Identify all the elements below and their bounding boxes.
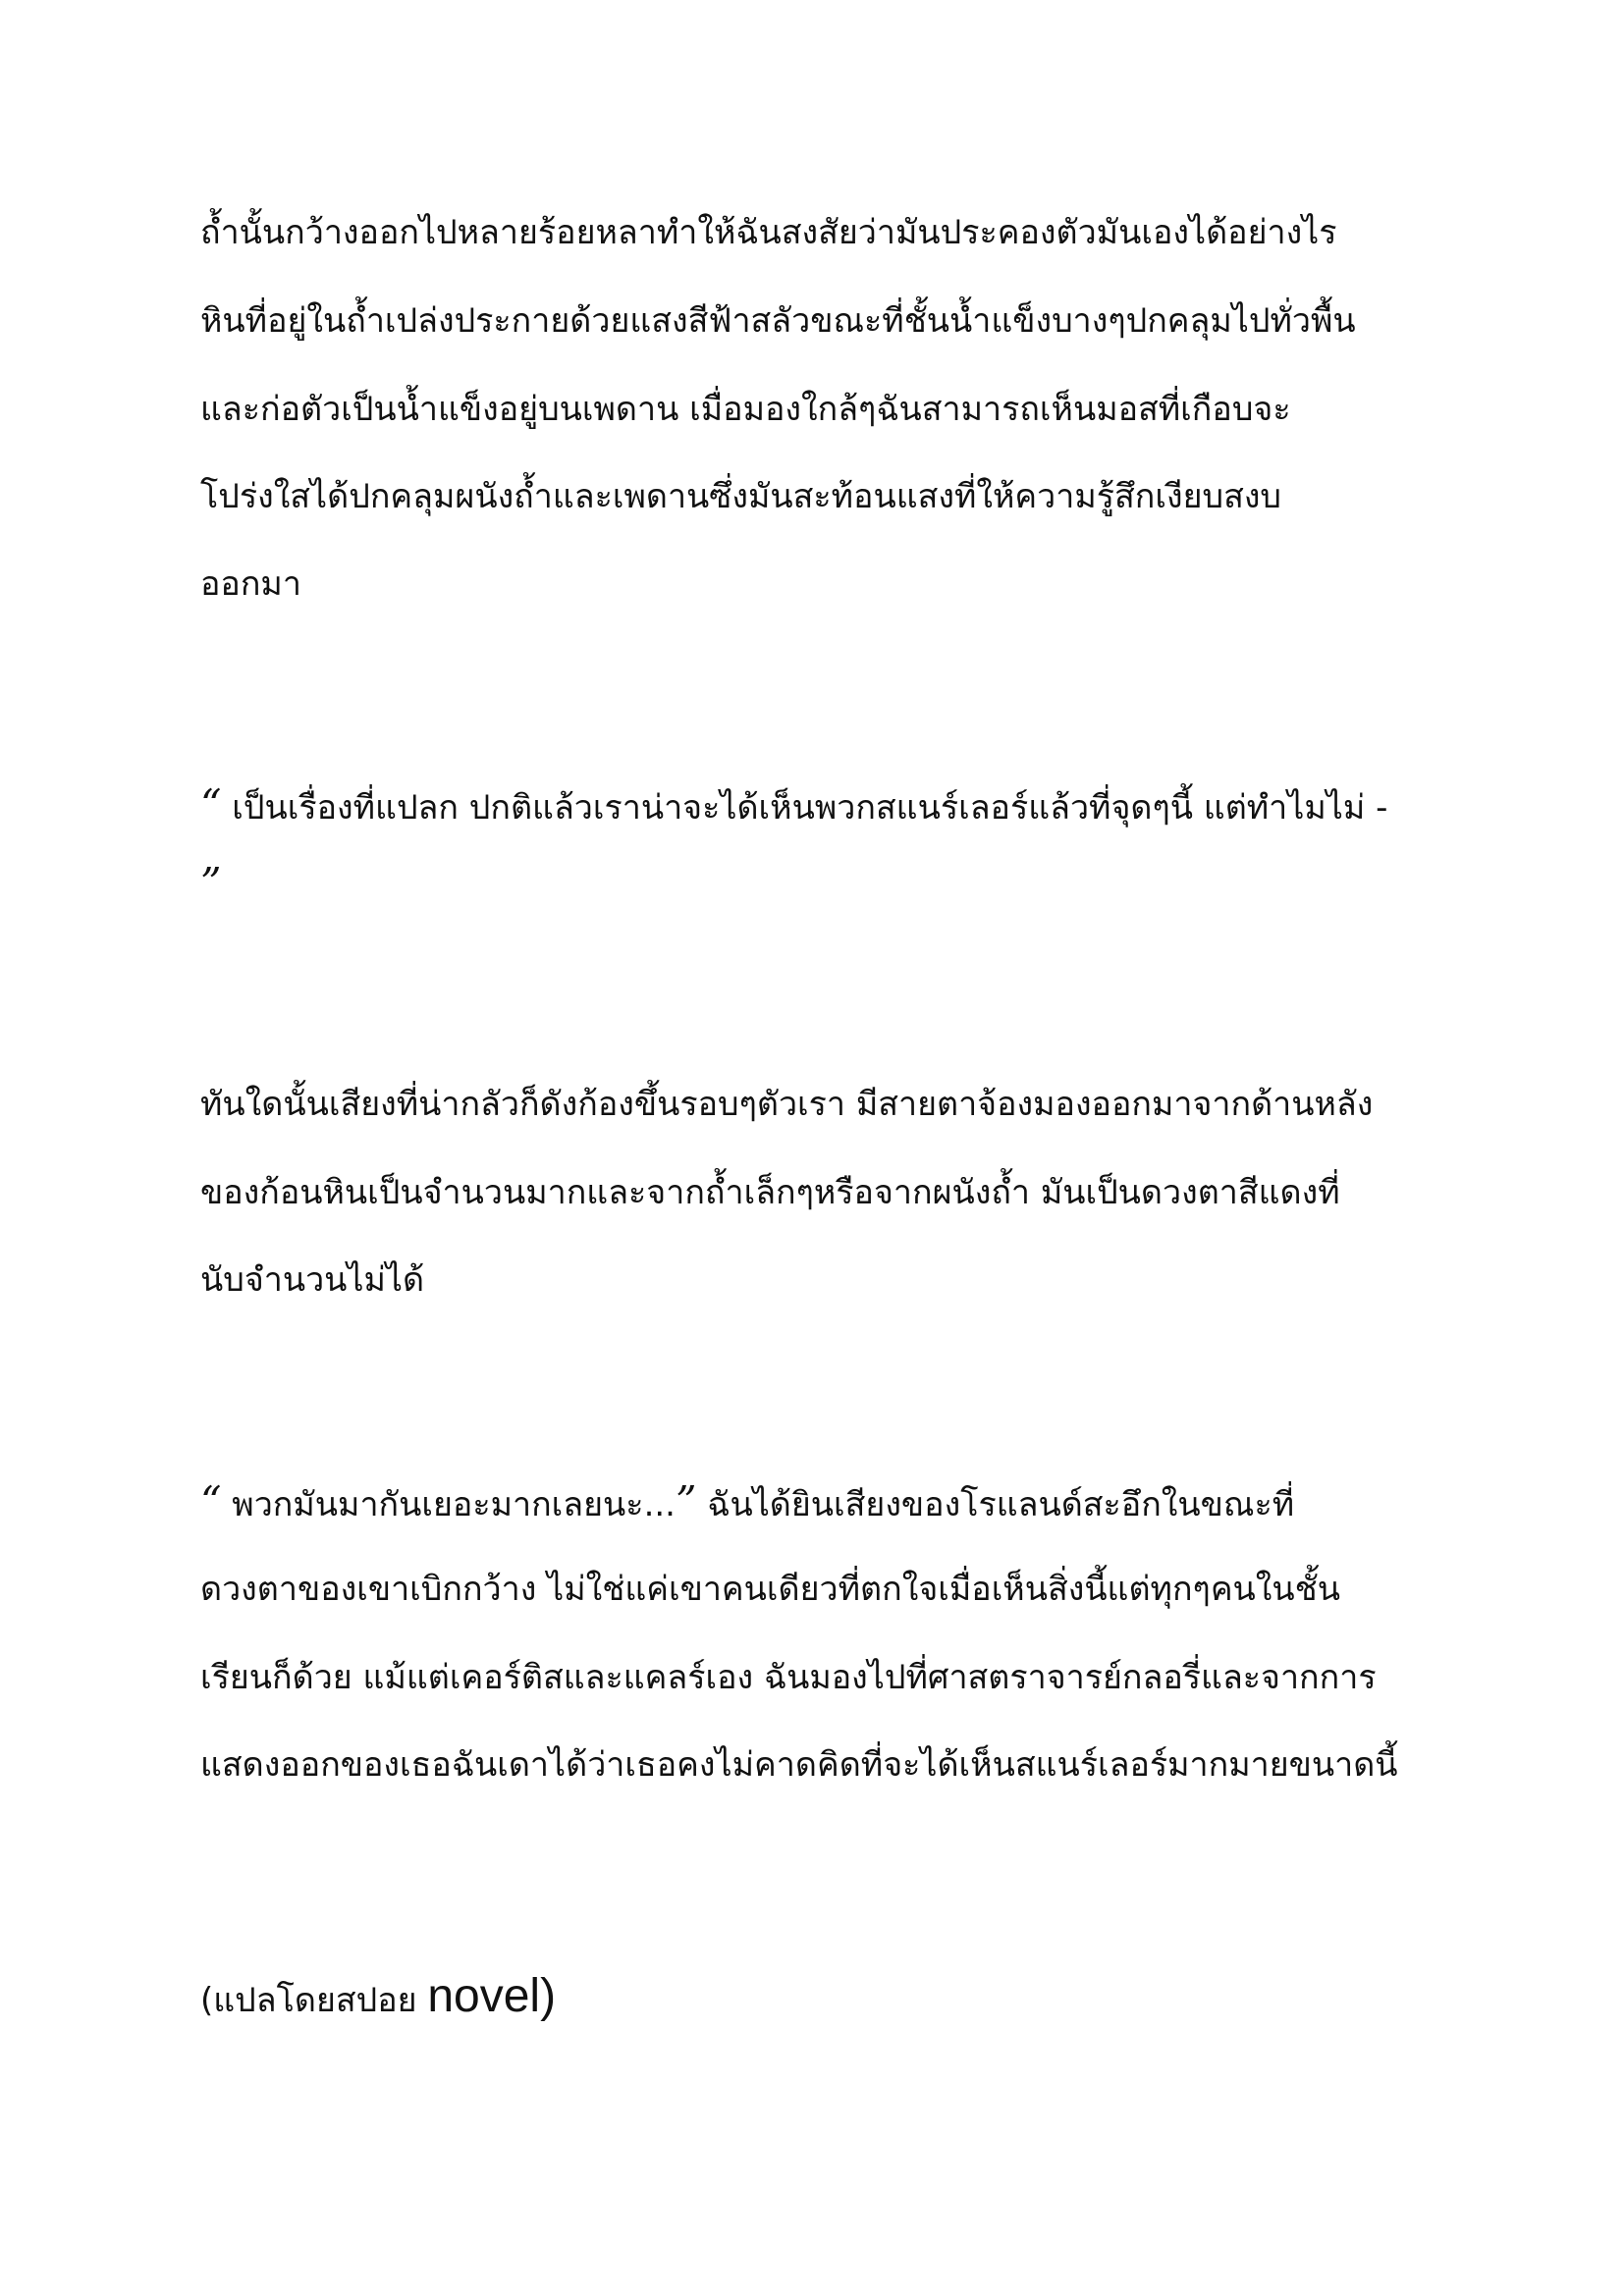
open-quote: “ — [200, 1477, 222, 1525]
dialogue-2-speech: พวกมันมากันเยอะมากเลยนะ... — [221, 1485, 676, 1524]
paragraph-3-line-3: นับจำนวนไม่ได้ — [200, 1260, 425, 1300]
close-quote: ” — [200, 859, 222, 907]
paragraph-4-line-4: แสดงออกของเธอฉันเดาได้ว่าเธอคงไม่คาดคิดที่จะได้เห็นสแนร์เลอร์มากมายขนาดนี้ — [200, 1745, 1398, 1785]
dialogue-2-line-1 — [200, 1477, 1294, 1526]
paragraph-1-line-5: ออกมา — [200, 564, 301, 604]
paragraph-3-line-2: ของก้อนหินเป็นจำนวนมากและจากถ้ำเล็กๆหรือจากผนังถ้ำ มันเป็นดวงตาสีแดงที่ — [200, 1173, 1340, 1212]
dialogue-2-narration: ฉันได้ยินเสียงของโรแลนด์สะอึกในขณะที่ — [696, 1485, 1295, 1524]
dialogue-1-line-1 — [200, 780, 1387, 829]
paragraph-4-line-2: ดวงตาของเขาเบิกกว้าง ไม่ใช่แค่เขาคนเดียวที่ตกใจเมื่อเห็นสิ่งนี้แต่ทุกๆคนในชั้น — [200, 1570, 1340, 1609]
paragraph-1-line-4: โปร่งใสได้ปกคลุมผนังถ้ำและเพดานซึ่งมันสะท้อนแสงที่ให้ความรู้สึกเงียบสงบ — [200, 477, 1282, 516]
paragraph-1-line-3: และก่อตัวเป็นน้ำแข็งอยู่บนเพดาน เมื่อมองใกล้ๆฉันสามารถเห็นมอสที่เกือบจะ — [200, 390, 1291, 429]
paragraph-3-line-1: ทันใดนั้นเสียงที่น่ากลัวก็ดังก้องขึ้นรอบๆตัวเรา มีสายตาจ้องมองออกมาจากด้านหลัง — [200, 1085, 1374, 1124]
open-quote: “ — [200, 780, 222, 828]
translator-credit — [200, 1967, 556, 2026]
close-quote: ” — [676, 1477, 697, 1525]
paragraph-4-line-3: เรียนก็ด้วย แม้แต่เคอร์ติสและแคลร์เอง ฉันมองไปที่ศาสตราจารย์กลอรี่และจากการ — [200, 1658, 1377, 1697]
credit-latin: novel — [427, 1970, 541, 2022]
credit-suffix: ) — [540, 1970, 557, 2022]
paragraph-1-line-2: หินที่อยู่ในถ้ำเปล่งประกายด้วยแสงสีฟ้าสลัวขณะที่ชั้นน้ำแข็งบางๆปกคลุมไปทั่วพื้น — [200, 301, 1356, 341]
credit-prefix: (แปลโดยสปอย — [200, 1981, 428, 2020]
dialogue-1-text: เป็นเรื่องที่แปลก ปกติแล้วเราน่าจะได้เห็นพวกสแนร์เลอร์แล้วที่จุดๆนี้ แต่ทำไมไม่ - — [221, 788, 1388, 828]
paragraph-1-line-1: ถ้ำนั้นกว้างออกไปหลายร้อยหลาทำให้ฉันสงสัยว่ามันประคองตัวมันเองได้อย่างไร — [200, 213, 1337, 252]
